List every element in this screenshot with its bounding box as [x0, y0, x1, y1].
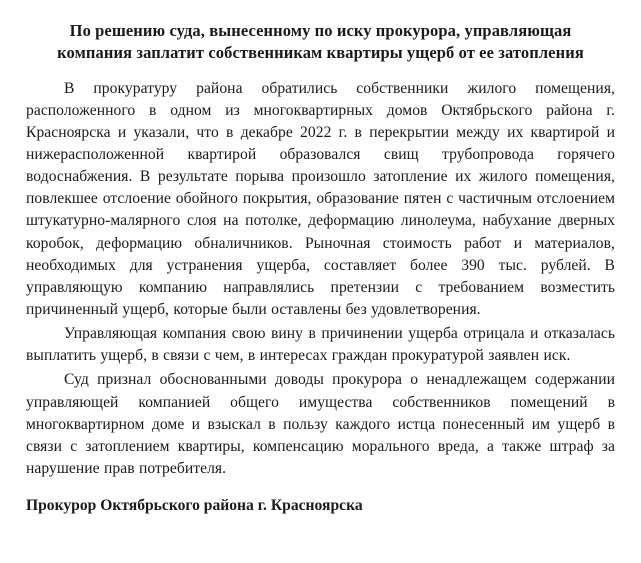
body-paragraph: Суд признал обоснованными доводы прокурора о ненадлежащем содержании управляющей компанией общего имущества собственников помещений в многоквартирном доме и взыскал в пользу каждого истца понесенный им ущерб в связи с затоплением квартиры, компенсацию морального вреда, а также штраф за нарушение прав потребителя.	[26, 371, 615, 477]
body-paragraph: В прокуратуру района обратились собственники жилого помещения, расположенного в одном из многоквартирных домов Октябрьского района г. Красноярска и указали, что в декабре 2022 г. в перекрытии между их квартирой и нижерасположенной квартирой образовался свищ трубопровода горячего водоснабжения. В результате порыва произошло затопление их жилого помещения, повлекшее отслоение обойного покрытия, образование пятен с частичным отслоением штукатурно-малярного слоя на потолке, деформацию линолеума, набухание дверных коробок, деформацию обналичников. Рыночная стоимость работ и материалов, необходимых для устранения ущерба, составляет более 390 тыс. рублей. В управляющую компанию направлялись претензии с требованием возместить причиненный ущерб, которые были оставлены без удовлетворения.	[26, 79, 615, 318]
page-title-line-1: По решению суда, вынесенному по иску прокурора, управляющая	[69, 21, 572, 40]
page-title-line-2: компания заплатит собственникам квартиры ущерб от ее затопления	[57, 42, 584, 62]
signature-line: Прокурор Октябрьского района г. Красноярска	[26, 497, 363, 515]
body-paragraph: Управляющая компания свою вину в причинении ущерба отрицала и отказалась выплатить ущерб, в связи с чем, в интересах граждан прокуратурой заявлен иск.	[26, 325, 615, 365]
page-title	[26, 20, 615, 64]
